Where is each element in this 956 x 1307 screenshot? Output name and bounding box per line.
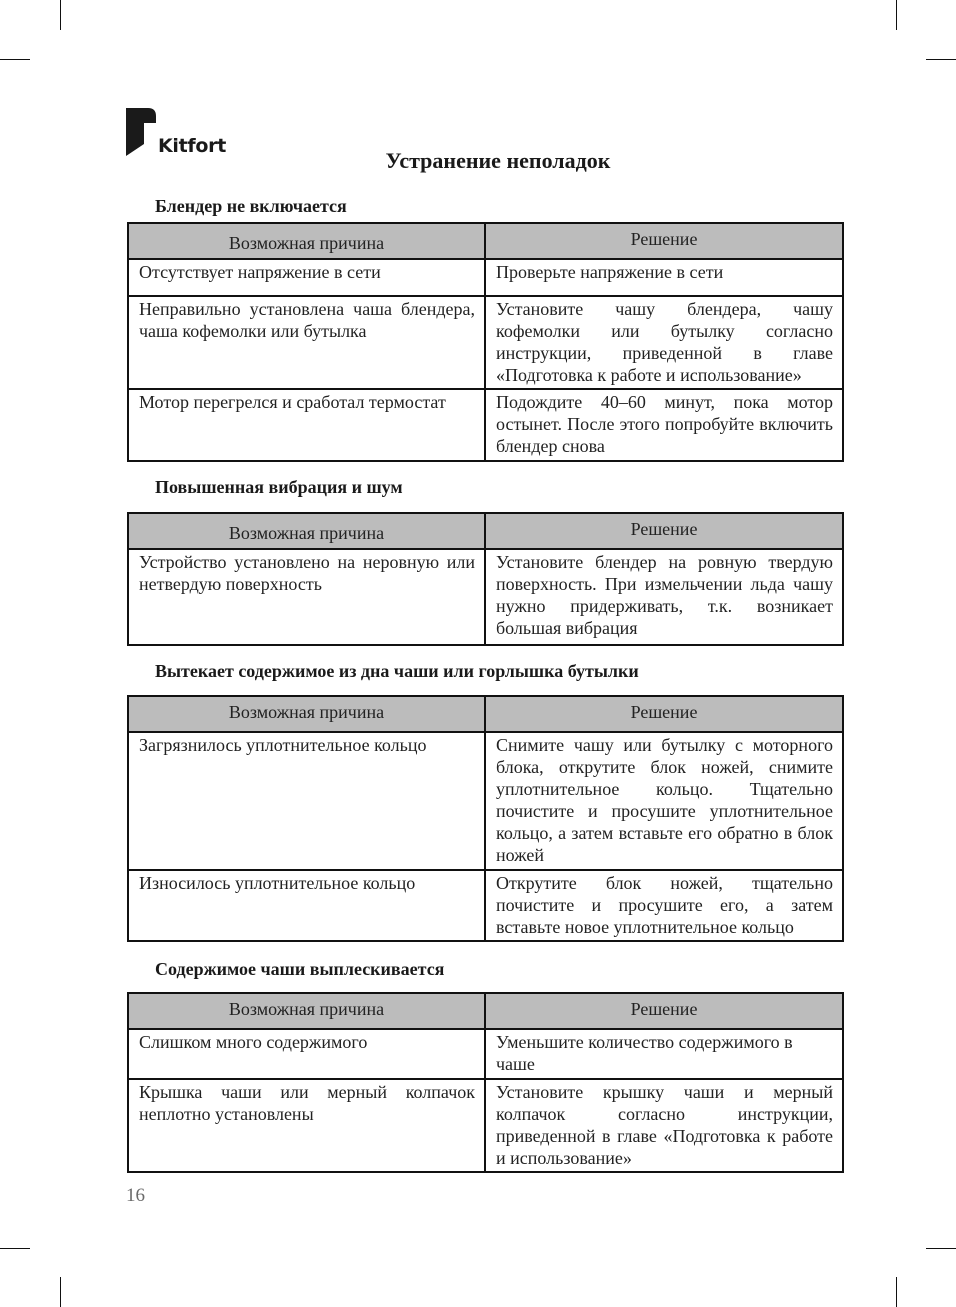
cause-cell: Износилось уплотнительное кольцо	[128, 870, 485, 941]
crop-mark	[0, 1248, 30, 1249]
crop-mark	[896, 0, 897, 30]
section-title: Содержимое чаши выплескивается	[155, 959, 445, 979]
solution-cell: Снимите чашу или бутылку с моторного блока, открутите блок ножей, снимите уплотнительное кольцо. Тщательно почистите и просушите уплотнительное кольцо, а затем вставьте его обратно в блок ножей	[485, 732, 843, 870]
brand-name: Kitfort	[158, 135, 226, 157]
table-row	[128, 870, 843, 941]
troubleshooting-table	[127, 512, 844, 646]
page-number: 16	[126, 1185, 145, 1206]
crop-mark	[926, 1248, 956, 1249]
cause-header: Возможная причина	[128, 513, 485, 549]
cause-header: Возможная причина	[128, 696, 485, 732]
section-title: Блендер не включается	[155, 196, 347, 216]
cause-cell: Крышка чаши или мерный колпачок неплотно установлены	[128, 1079, 485, 1172]
table-header-row	[128, 993, 843, 1029]
solution-cell: Подождите 40–60 минут, пока мотор остынет. После этого попробуйте включить блендер снова	[485, 389, 843, 461]
crop-mark	[0, 59, 30, 60]
solution-header: Решение	[485, 513, 843, 549]
table-header-row	[128, 696, 843, 732]
crop-mark	[926, 59, 956, 60]
table-row	[128, 259, 843, 296]
cause-cell: Загрязнилось уплотнительное кольцо	[128, 732, 485, 870]
page-title: Устранение неполадок	[385, 148, 611, 173]
solution-header: Решение	[485, 696, 843, 732]
section-title: Вытекает содержимое из дна чаши или горлышка бутылки	[155, 661, 639, 681]
table-row	[128, 389, 843, 461]
troubleshooting-table	[127, 695, 844, 942]
solution-cell: Проверьте напряжение в сети	[485, 259, 843, 296]
solution-header: Решение	[485, 223, 843, 259]
solution-cell: Уменьшите количество содержимого в чаше	[485, 1029, 843, 1079]
cause-cell: Неправильно установлена чаша блендера, чаша кофемолки или бутылка	[128, 296, 485, 389]
solution-cell: Установите чашу блендера, чашу кофемолки или бутылку согласно инструкции, приведенной в главе «Подготовка к работе и использование»	[485, 296, 843, 389]
solution-cell: Установите блендер на ровную твердую поверхность. При измельчении льда чашу нужно придерживать, т.к. возникает большая вибрация	[485, 549, 843, 645]
solution-header: Решение	[485, 993, 843, 1029]
section-title: Повышенная вибрация и шум	[155, 477, 403, 497]
table-header-row	[128, 223, 843, 259]
cause-cell: Мотор перегрелся и сработал термостат	[128, 389, 485, 461]
table-row	[128, 549, 843, 645]
cause-cell: Отсутствует напряжение в сети	[128, 259, 485, 296]
solution-cell: Открутите блок ножей, тщательно почистите и просушите его, а затем вставьте новое уплотнительное кольцо	[485, 870, 843, 941]
cause-cell: Слишком много содержимого	[128, 1029, 485, 1079]
cause-header: Возможная причина	[128, 223, 485, 259]
table-row	[128, 1029, 843, 1079]
table-row	[128, 732, 843, 870]
solution-cell: Установите крышку чаши и мерный колпачок согласно инструкции, приведенной в главе «Подготовка к работе и использование»	[485, 1079, 843, 1172]
table-header-row	[128, 513, 843, 549]
troubleshooting-table	[127, 222, 844, 462]
crop-mark	[60, 1277, 61, 1307]
table-row	[128, 1079, 843, 1172]
crop-mark	[60, 0, 61, 30]
cause-header: Возможная причина	[128, 993, 485, 1029]
troubleshooting-table	[127, 992, 844, 1173]
table-row	[128, 296, 843, 389]
crop-mark	[896, 1277, 897, 1307]
cause-cell: Устройство установлено на неровную или нетвердую поверхность	[128, 549, 485, 645]
